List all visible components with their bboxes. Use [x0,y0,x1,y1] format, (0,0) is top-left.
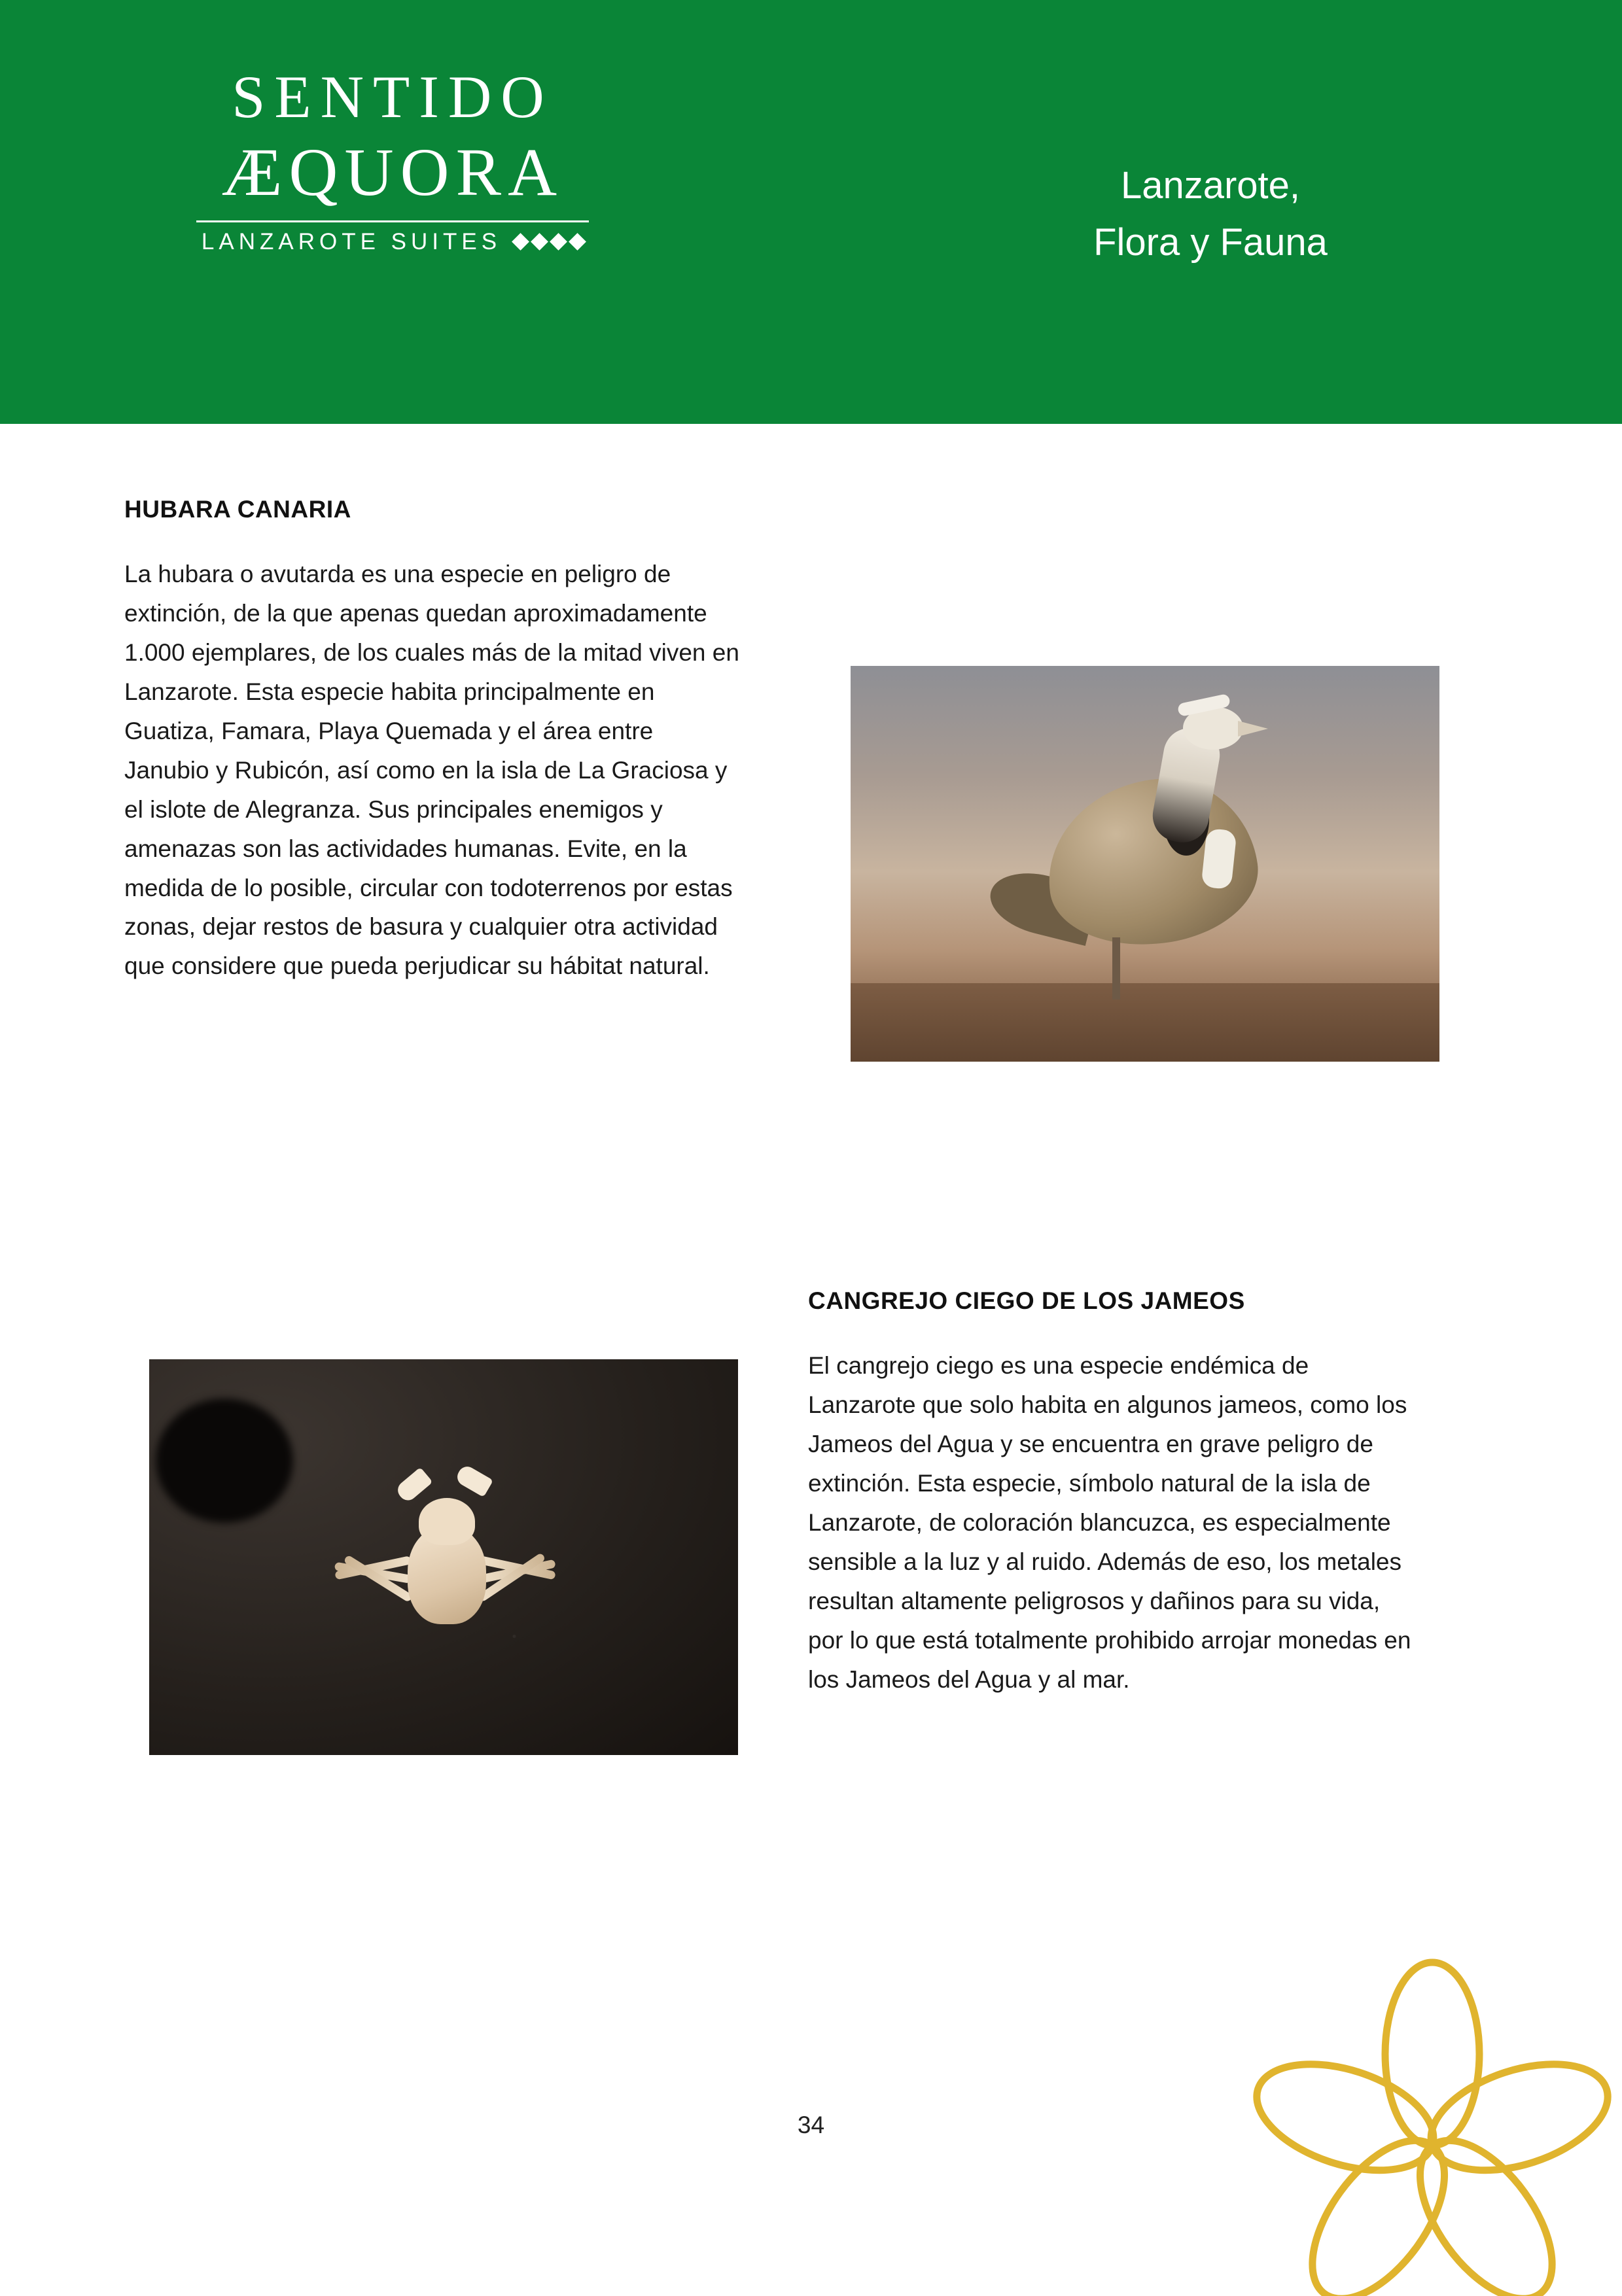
image-hubara-canaria [851,666,1439,1062]
logo-line-sentido: SENTIDO [232,63,554,130]
logo-divider [196,220,589,222]
section-cangrejo [808,1287,1417,1699]
diamond-icon [531,234,548,251]
photo-ground [851,983,1439,1062]
lava-hole [156,1399,293,1523]
diamond-rating-icons [514,235,584,248]
page-number: 34 [797,2112,825,2138]
image-cangrejo-ciego [149,1359,738,1755]
section-body-hubara: La hubara o avutarda es una especie en peligro de extinción, de la que apenas quedan aproximadamente 1.000 ejemplares, de los cuales más de la mitad viven en Lanzarote. Esta especie habita principalmente en Guatiza, Famara, Playa Quemada y el área entre Janubio y Rubicón, así como en la isla de La Graciosa y el islote de Alegranza. Sus principales enemigos y amenazas son las actividades humanas. Evite, en la medida de lo posible, circular con todoterrenos por estas zonas, dejar restos de basura y cualquier otra actividad que considere que pueda perjudicar su hábitat natural. [124,561,739,980]
diamond-icon [569,234,586,251]
logo-line-aequora: ÆQUORA [221,134,564,210]
section-title-hubara: HUBARA CANARIA [124,496,351,523]
section-body-cangrejo: El cangrejo ciego es una especie endémica de Lanzarote que solo habita en algunos jameos, como los Jameos del Agua y se encuentra en grave peligro de extinción. Esta especie, símbolo natural de la isla de Lanzarote, de coloración blancuzca, es especialmente sensible a la luz y al ruido. Además de eso, los metales resultan altamente peligrosos y dañinos para su vida, por lo que está totalmente prohibido arrojar monedas en los Jameos del Agua y al mar. [808,1352,1411,1693]
brand-logo [190,65,595,255]
logo-line-suites [190,229,595,255]
bird-leg [1112,937,1120,1000]
crab-head [419,1498,475,1545]
page-title-line1: Lanzarote, [1120,164,1301,207]
diamond-icon [550,234,567,251]
bird-beak [1238,721,1268,737]
diamond-icon [512,234,529,251]
page-header [0,0,1622,424]
section-title-cangrejo: CANGREJO CIEGO DE LOS JAMEOS [808,1287,1245,1314]
page-title [851,157,1570,271]
section-hubara [124,496,739,986]
page-title-line2: Flora y Fauna [1093,221,1328,264]
logo-suites-text: LANZAROTE SUITES [201,228,502,254]
